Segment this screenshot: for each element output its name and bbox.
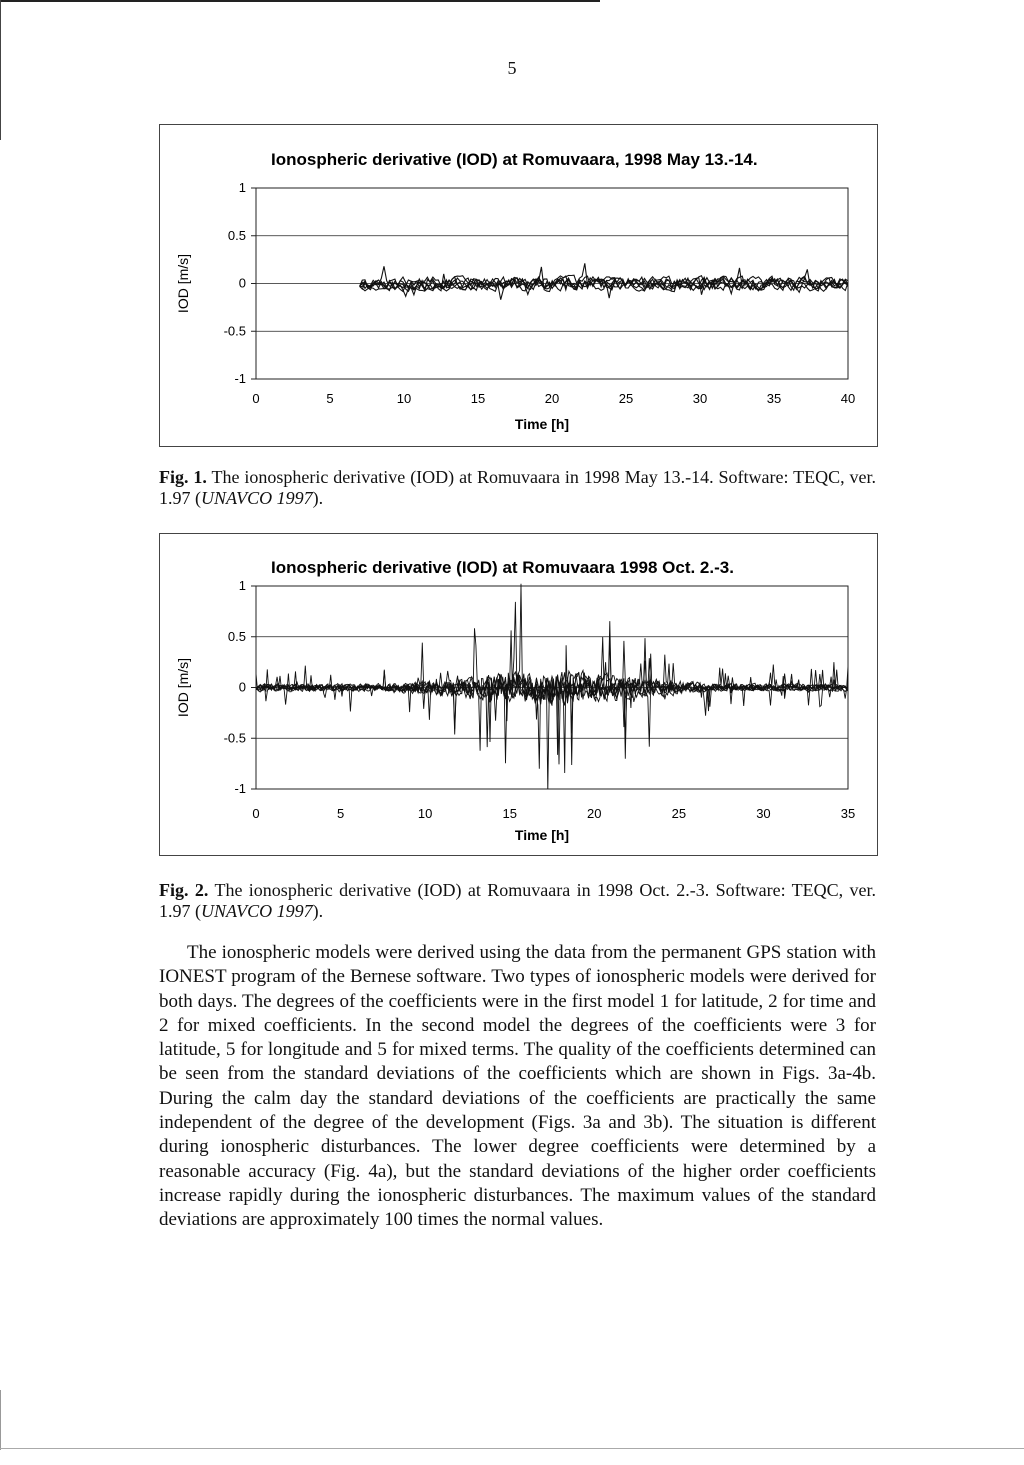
y-tick-label: 0 (238, 679, 246, 695)
figure-2-caption-end: ). (312, 901, 324, 921)
chart-title: Ionospheric derivative (IOD) at Romuvaara, 1998 May 13.-14. (271, 150, 758, 169)
data-series-satellite-7 (256, 621, 848, 792)
x-tick-label: 30 (756, 806, 771, 821)
body-paragraph-block (159, 941, 876, 1233)
y-tick-label: -0.5 (223, 730, 246, 746)
y-axis-title: IOD [m/s] (175, 657, 191, 718)
left-border-line-bottom (0, 1390, 1, 1450)
x-tick-label: 20 (587, 806, 602, 821)
figure-1-caption-text: The ionospheric derivative (IOD) at Romuvaara in 1998 May 13.-14. Software: TEQC, ver. 1.97 ( (159, 467, 877, 508)
y-tick-label: -1 (234, 371, 246, 386)
x-tick-label: 35 (766, 391, 782, 406)
y-tick-label: 0.5 (227, 227, 246, 243)
y-tick-label: -1 (234, 781, 246, 796)
x-tick-label: 25 (618, 391, 634, 406)
chart-title: Ionospheric derivative (IOD) at Romuvaara 1998 Oct. 2.-3. (271, 558, 734, 577)
y-axis-title: IOD [m/s] (175, 253, 191, 314)
page-number: 5 (507, 58, 517, 78)
x-tick-label: 40 (840, 391, 856, 406)
x-tick-label: 30 (692, 391, 708, 406)
figure-1-chart (160, 125, 877, 446)
y-tick-label: 1 (238, 578, 246, 593)
y-tick-label: 1 (238, 180, 246, 195)
y-tick-label: 0 (238, 275, 246, 291)
x-tick-label: 20 (544, 391, 560, 406)
figure-2-citation: UNAVCO 1997 (201, 901, 313, 921)
figure-2-label: Fig. 2. (159, 880, 209, 900)
x-axis-title: Time [h] (514, 827, 570, 843)
y-tick-label: 0.5 (227, 628, 246, 644)
top-border-line (0, 0, 600, 2)
series-group (360, 263, 848, 299)
body-paragraph: The ionospheric models were derived using the data from the permanent GPS station with IONEST program of the Bernese software. Two types of ionospheric models were derived for both days. The degrees of the coefficients were in the first model 1 for latitude, 2 for time and 2 for mixed coefficients. In the second model the degrees of the coefficients were 3 for latitude, 5 for longitude and 5 for mixed terms. The quality of the coefficients determined can be seen from the standard deviations of the coefficients which are shown in Figs. 3a-4b. During the calm day the standard deviations of the coefficients are practically the same independent of the degree of the development (Figs. 3a and 3b). The situation is different during ionospheric disturbances. The lower degree coefficients were determined by a reasonable accuracy (Fig. 4a), but the standard deviations of the higher order coefficients increase rapidly during the ionospheric disturbances. The maximum values of the standard deviations are approximately 100 times the normal values. (159, 942, 876, 1231)
x-tick-label: 35 (840, 806, 856, 821)
x-tick-label: 15 (502, 806, 517, 821)
x-tick-label: 5 (336, 806, 345, 821)
figure-2-caption (159, 880, 876, 922)
figure-2-caption-text: The ionospheric derivative (IOD) at Romuvaara in 1998 Oct. 2.-3. Software: TEQC, ver. 1.97 ( (159, 880, 877, 921)
figure-1-caption-end: ). (312, 488, 324, 508)
figure-1-citation: UNAVCO 1997 (201, 488, 313, 508)
figure-2-chart (160, 534, 877, 855)
x-axis-title: Time [h] (514, 416, 570, 432)
x-tick-label: 5 (326, 391, 334, 406)
figure-1-caption (159, 467, 876, 509)
bottom-border-line (0, 1448, 1024, 1449)
x-tick-label: 0 (252, 391, 260, 406)
x-tick-label: 10 (396, 391, 412, 406)
x-tick-label: 10 (417, 806, 433, 821)
series-group (256, 584, 848, 792)
figure-1-label: Fig. 1. (159, 467, 207, 487)
figure-2-box (159, 533, 878, 856)
x-tick-label: 15 (470, 391, 486, 406)
x-tick-label: 25 (671, 806, 687, 821)
figure-1-box (159, 124, 878, 447)
y-tick-label: -0.5 (223, 323, 246, 339)
x-tick-label: 0 (252, 806, 260, 821)
